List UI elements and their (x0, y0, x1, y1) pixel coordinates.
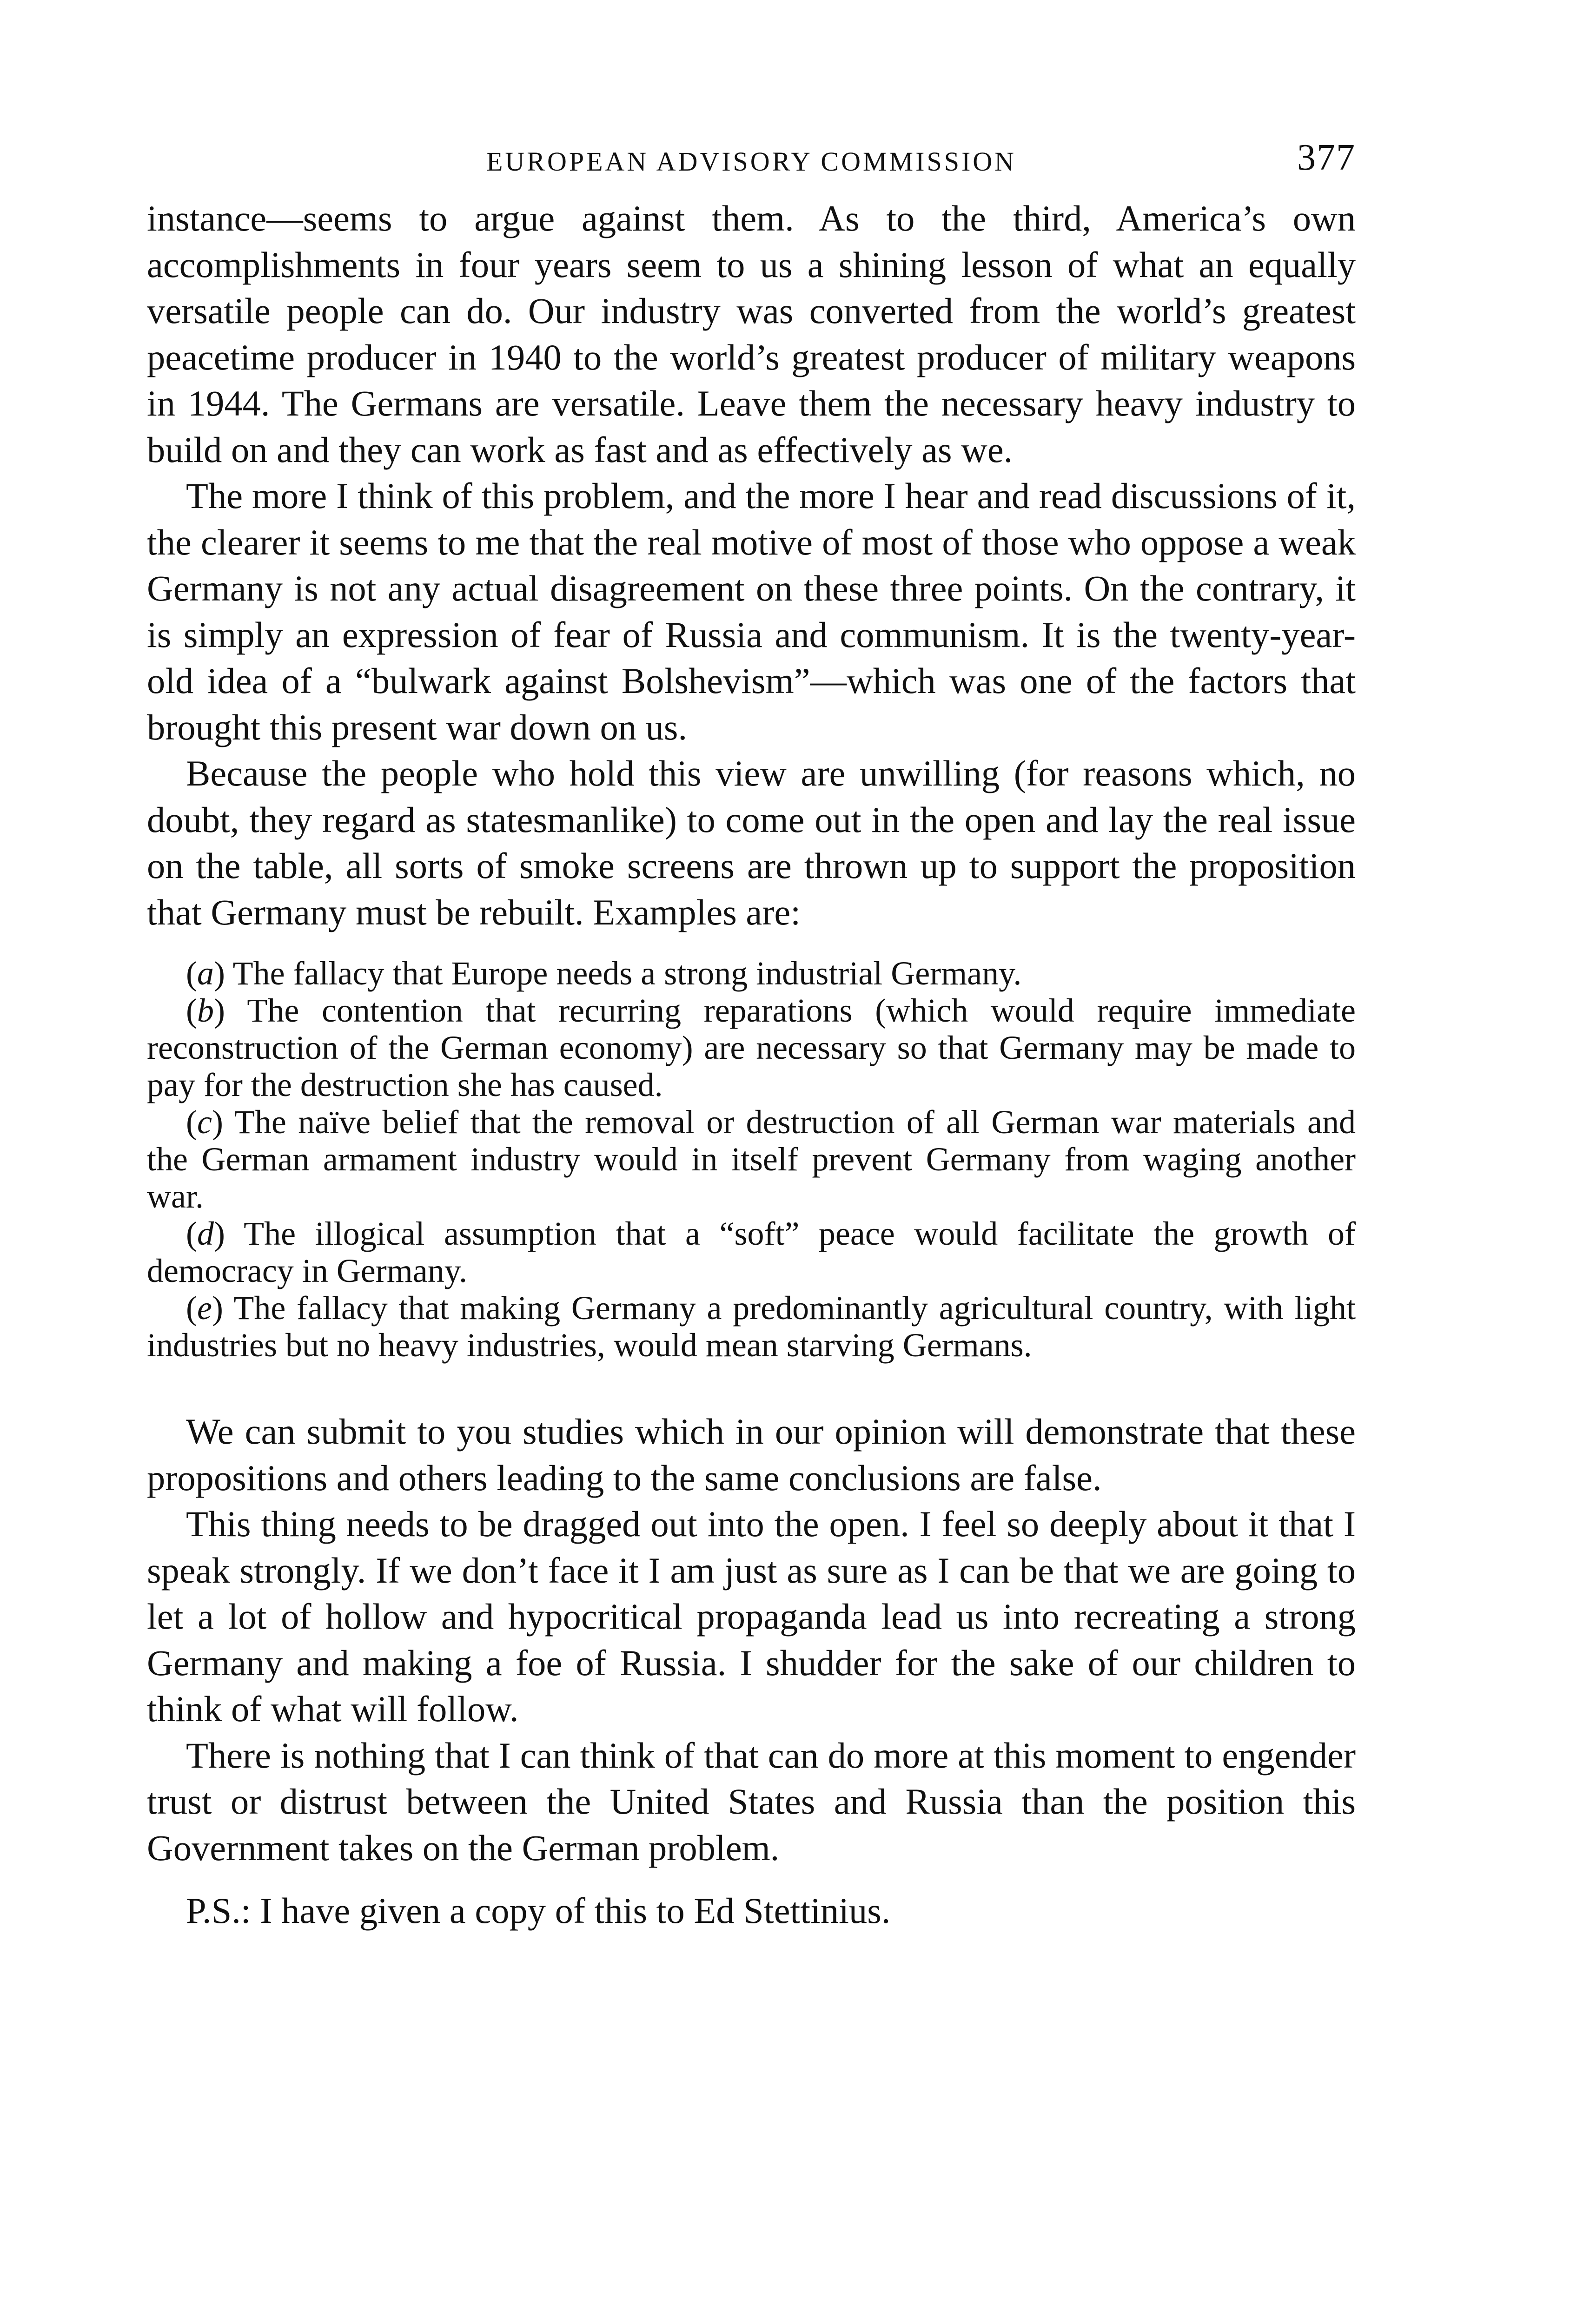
page-number: 377 (1297, 137, 1356, 178)
example-letter-d: d (197, 1215, 214, 1252)
paragraph-2: The more I think of this problem, and the more I hear and read discussions of it, the clearer it seems to me that the real motive of most of those who oppose a weak Germany is not any actual disagreement on these three points. On the contrary, it is simply an expression of fear of Russia and communism. It is the twenty-year-old idea of a “bulwark against Bolshevism”—which was one of the factors that brought this present war down on us. (147, 475, 1356, 747)
paragraph-1: instance—seems to argue against them. As to the third, America’s own accomplishments in four years seem to us a shining lesson of what an equally versatile people can do. Our industry was converted from the world’s greatest peacetime producer in 1940 to the world’s greatest producer of military weapons in 1944. The Germans are versatile. Leave them the necessary heavy industry to build on and they can work as fast and as effectively as we. (147, 198, 1356, 470)
paragraph-6: There is nothing that I can think of that can do more at this moment to engender trust or distrust between the United States and Russia than the position this Government takes on the German problem. (147, 1735, 1356, 1868)
running-title: EUROPEAN ADVISORY COMMISSION (486, 146, 1017, 177)
example-letter-b: b (197, 992, 214, 1029)
postscript: P.S.: I have given a copy of this to Ed Stettinius. (186, 1890, 891, 1931)
example-letter-a: a (197, 955, 214, 992)
example-item-a: (a) The fallacy that Europe needs a strong industrial Germany. (186, 955, 1022, 992)
example-text-a: The fallacy that Europe needs a strong industrial Germany. (232, 955, 1022, 992)
example-item-b: (b) The contention that recurring reparations (which would require immediate reconstruction of the German economy) are necessary so that Germany may be made to pay for the destruction she has caused. (147, 992, 1356, 1103)
example-text-c: The naïve belief that the removal or destruction of all German war materials and the German armament industry would in itself prevent Germany from waging another war. (147, 1103, 1356, 1215)
paragraph-5: This thing needs to be dragged out into the open. I feel so deeply about it that I speak strongly. If we don’t face it I am just as sure as I can be that we are going to let a lot of hollow and hypocritical propaganda lead us into recreating a strong Germany and making a foe of Russia. I shudder for the sake of our children to think of what will follow. (147, 1504, 1356, 1729)
example-text-d: The illogical assumption that a “soft” peace would facilitate the growth of democracy in Germany. (147, 1215, 1356, 1289)
example-letter-c: c (197, 1103, 212, 1141)
example-item-d: (d) The illogical assumption that a “soft” peace would facilitate the growth of democracy in Germany. (147, 1215, 1356, 1289)
example-item-c: (c) The naïve belief that the removal or destruction of all German war materials and the German armament industry would in itself prevent Germany from waging another war. (147, 1103, 1356, 1215)
examples-list (147, 955, 1356, 1364)
paragraph-4: We can submit to you studies which in our opinion will demonstrate that these propositions and others leading to the same conclusions are false. (147, 1411, 1356, 1498)
example-letter-e: e (197, 1289, 212, 1327)
paragraph-3: Because the people who hold this view are unwilling (for reasons which, no doubt, they regard as statesmanlike) to come out in the open and lay the real issue on the table, all sorts of smoke screens are thrown up to support the proposition that Germany must be rebuilt. Examples are: (147, 753, 1356, 932)
running-head (147, 139, 1356, 195)
document-page (147, 139, 1356, 1934)
example-text-e: The fallacy that making Germany a predominantly agricultural country, with light industries but no heavy industries, would mean starving Germans. (147, 1289, 1356, 1364)
example-text-b: The contention that recurring reparations (which would require immediate reconstruction of the German economy) are necessary so that Germany may be made to pay for the destruction she has caused. (147, 992, 1356, 1103)
example-item-e: (e) The fallacy that making Germany a predominantly agricultural country, with light industries but no heavy industries, would mean starving Germans. (147, 1289, 1356, 1364)
